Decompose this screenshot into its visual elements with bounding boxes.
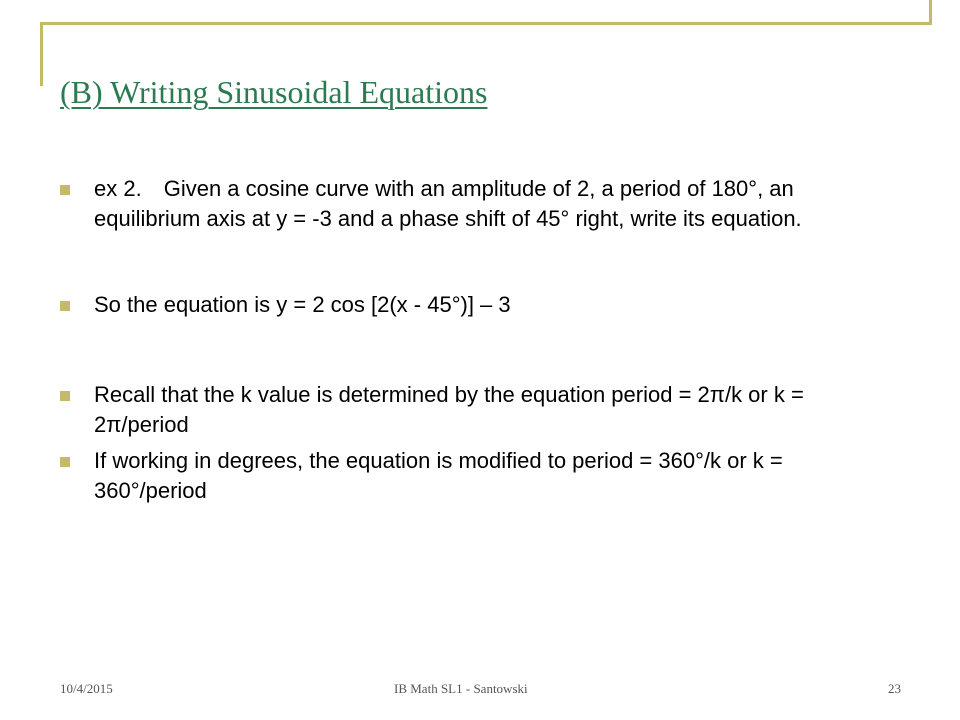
footer-date: 10/4/2015 — [60, 681, 113, 696]
bullet-square-icon — [60, 391, 70, 401]
bullet-square-icon — [60, 185, 70, 195]
bullet-list — [60, 174, 890, 506]
bullet-text: Recall that the k value is determined by the equation period = 2π/k or k = 2π/period — [94, 382, 804, 437]
bullet-item-recall — [60, 380, 890, 440]
footer-page-number: 23 — [888, 681, 901, 696]
bullet-item-equation — [60, 290, 890, 320]
bullet-square-icon — [60, 301, 70, 311]
footer-course: IB Math SL1 - Santowski — [394, 681, 528, 696]
bullet-lead: ex 2. — [94, 176, 142, 201]
bullet-text: So the equation is y = 2 cos [2(x - 45°)] – 3 — [94, 292, 511, 317]
bullet-item-example — [60, 174, 890, 234]
frame-left-line — [40, 22, 43, 86]
bullet-text: Given a cosine curve with an amplitude of 2, a period of 180°, an equilibrium axis at y = -3 and a phase shift of 45° right, write its equation. — [94, 176, 802, 231]
frame-right-line — [929, 0, 932, 25]
bullet-text: If working in degrees, the equation is modified to period = 360°/k or k = 360°/period — [94, 448, 783, 503]
bullet-square-icon — [60, 457, 70, 467]
slide-title: (B) Writing Sinusoidal Equations — [60, 74, 488, 110]
frame-top-line — [40, 22, 932, 25]
bullet-item-degrees — [60, 446, 890, 506]
